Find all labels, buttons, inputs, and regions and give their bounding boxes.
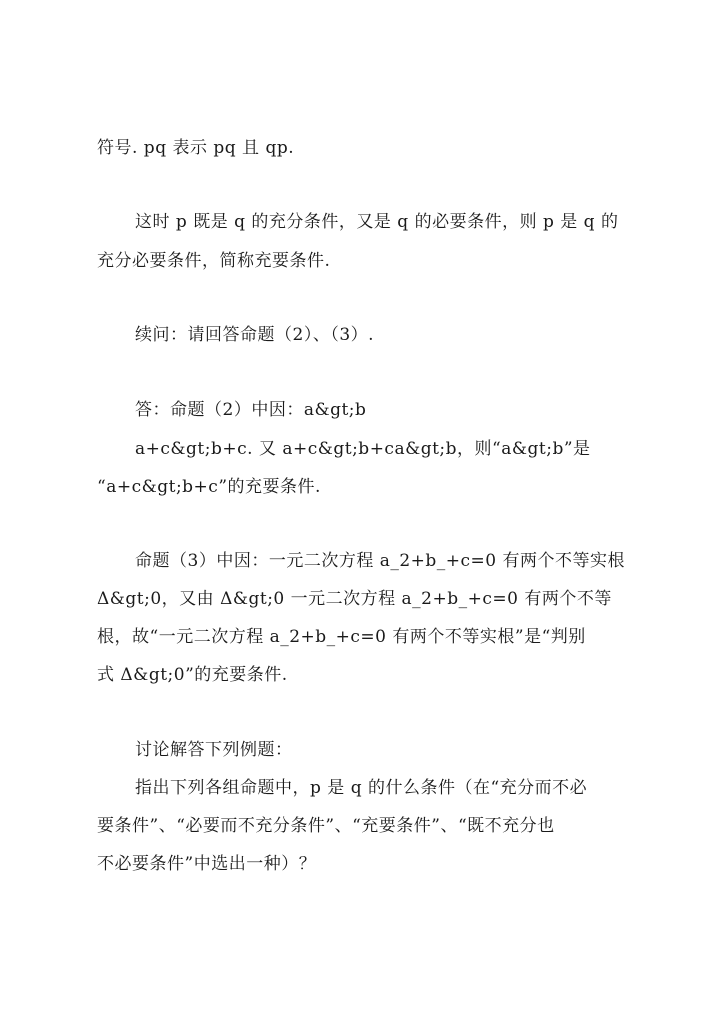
paragraph-line: 不必要条件”中选出一种）？	[97, 854, 317, 874]
paragraph-line: 符号. pq 表示 pq 且 qp.	[97, 138, 295, 158]
paragraph-line: a+c&gt;b+c. 又 a+c&gt;b+ca&gt;b，则“a&gt;b”是	[135, 439, 591, 459]
paragraph-line: 命题（3）中因：一元二次方程 a_2+b_+c=0 有两个不等实根	[135, 551, 626, 571]
paragraph-line: “a+c&gt;b+c”的充要条件.	[97, 477, 321, 497]
paragraph-line: Δ&gt;0，又由 Δ&gt;0 一元二次方程 a_2+b_+c=0 有两个不等	[97, 589, 612, 609]
paragraph-line: 根，故“一元二次方程 a_2+b_+c=0 有两个不等实根”是“判别	[97, 627, 586, 647]
paragraph-line: 指出下列各组命题中，p 是 q 的什么条件（在“充分而不必	[135, 778, 588, 798]
paragraph-line: 式 Δ&gt;0”的充要条件.	[97, 665, 288, 685]
paragraph-line: 讨论解答下列例题：	[135, 740, 293, 760]
paragraph-line: 续问：请回答命题（2）、（3）.	[135, 325, 375, 345]
paragraph-line: 充分必要条件，简称充要条件.	[97, 251, 331, 271]
paragraph-line: 要条件”、“必要而不充分条件”、“充要条件”、“既不充分也	[97, 816, 555, 836]
paragraph-line: 答：命题（2）中因：a&gt;b	[135, 400, 367, 420]
paragraph-line: 这时 p 既是 q 的充分条件，又是 q 的必要条件，则 p 是 q 的	[135, 212, 619, 232]
